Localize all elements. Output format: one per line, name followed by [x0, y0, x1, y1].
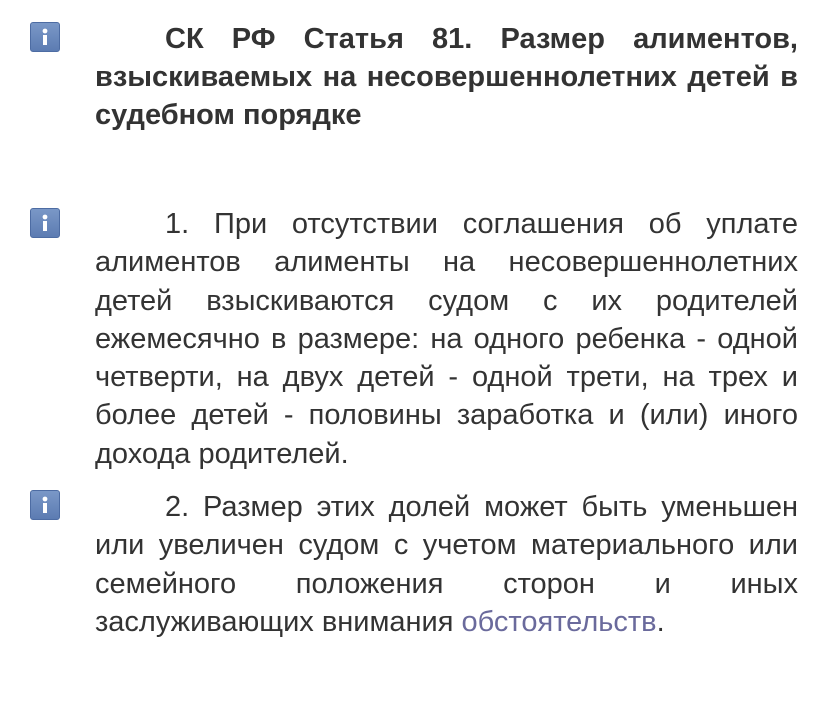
info-icon[interactable]: [30, 490, 60, 520]
info-icon[interactable]: [30, 22, 60, 52]
paragraph-2-text: 2. Размер этих долей может быть уменьшен или увеличен судом с учетом материального или семейного положения сторон и иных заслуживающих внимания: [95, 491, 798, 638]
paragraph-2: [95, 488, 798, 641]
circumstances-link[interactable]: обстоятельств: [461, 605, 657, 638]
paragraph-1: [95, 205, 798, 473]
article-title-text: СК РФ Статья 81. Размер алиментов, взыскиваемых на несовершеннолетних детей в судебном порядке: [95, 23, 798, 131]
article-title: [95, 20, 798, 134]
paragraph-2-end: .: [656, 605, 665, 638]
info-icon[interactable]: [30, 208, 60, 238]
paragraph-1-text: 1. При отсутствии соглашения об уплате алиментов алименты на несовершеннолетних детей взыскиваются судом с их родителей ежемесячно в размере: на одного ребенка - одной четверти, на двух детей - одной трети, на трех и более детей - половины заработка и (или) иного дохода родителей.: [95, 208, 798, 470]
